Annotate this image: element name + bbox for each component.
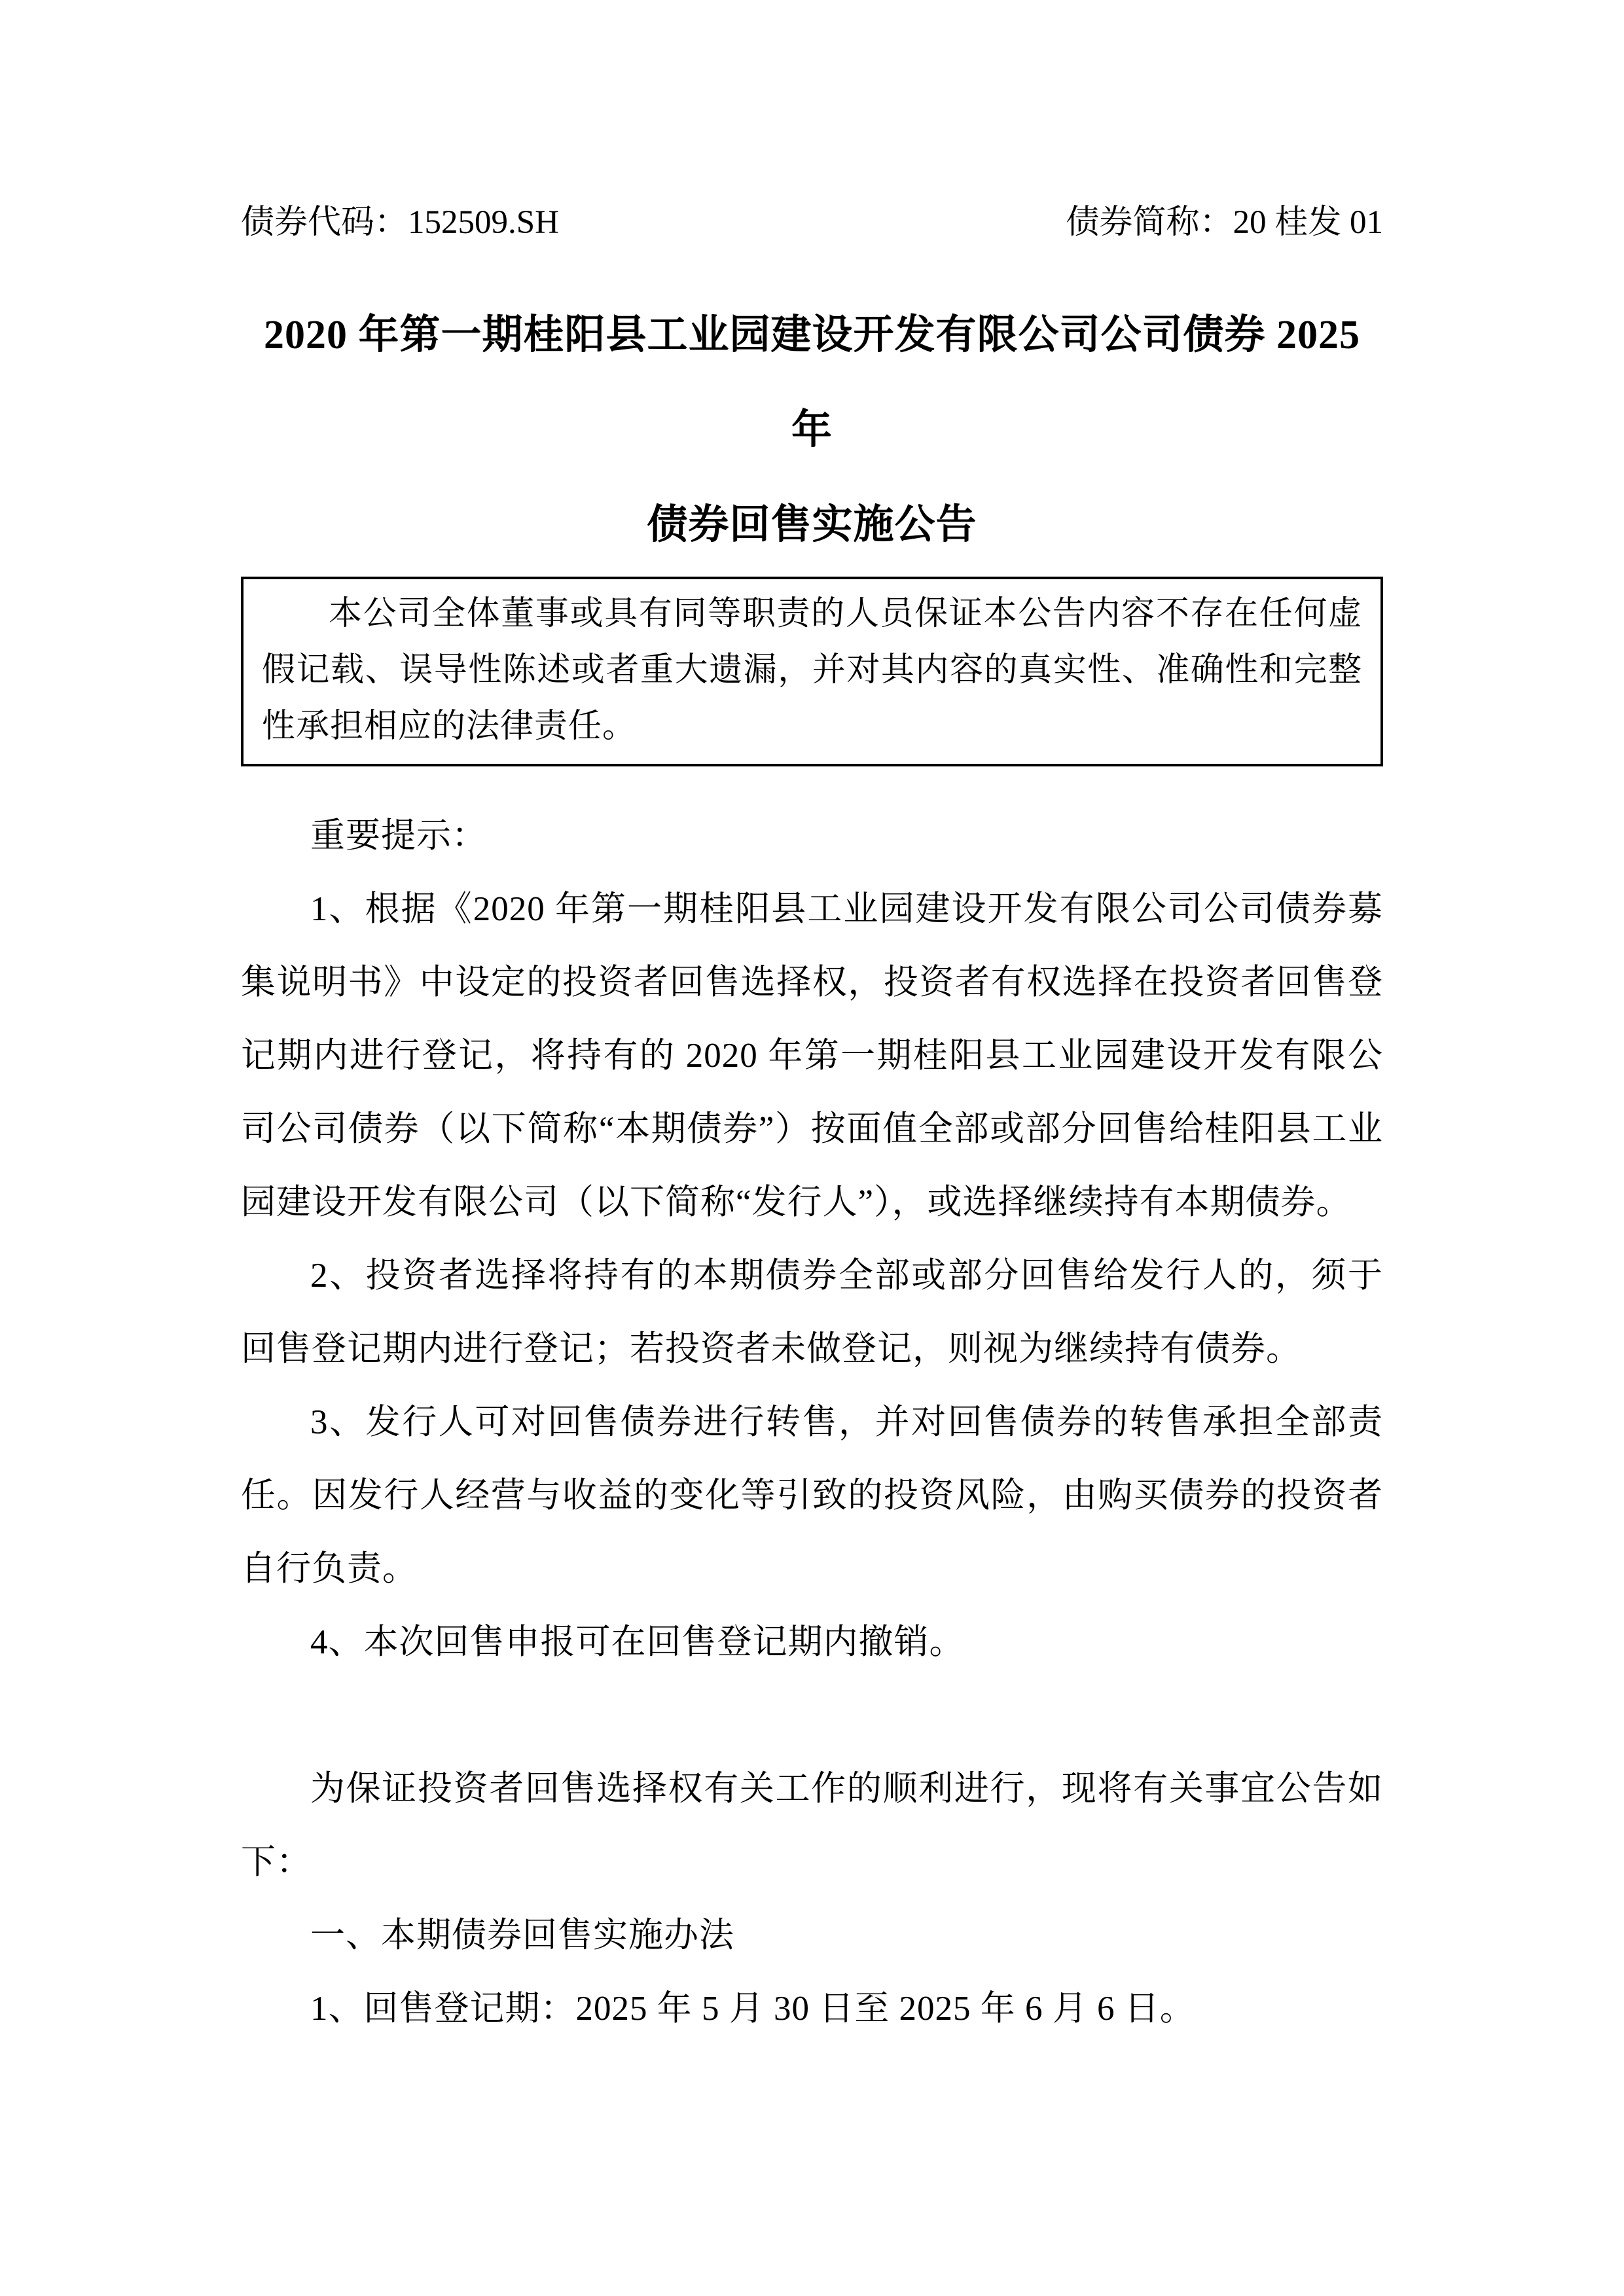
announcement-intro: 为保证投资者回售选择权有关工作的顺利进行，现将有关事宜公告如下： — [241, 1770, 1383, 1881]
section-1-heading: 一、本期债券回售实施办法 — [310, 1916, 734, 1954]
notice-item-4: 4、本次回售申报可在回售登记期内撤销。 — [310, 1623, 965, 1661]
notice-item-3: 3、发行人可对回售债券进行转售，并对回售债券的转售承担全部责任。因发行人经营与收益的变化等引致的投资风险，由购买债券的投资者自行负责。 — [241, 1403, 1383, 1588]
bond-short-name: 债券简称：20 桂发 01 — [1066, 204, 1383, 241]
important-notice-label: 重要提示： — [310, 817, 487, 855]
document-header — [241, 203, 1383, 242]
bond-code: 债券代码：152509.SH — [241, 204, 559, 241]
document-title-line1: 2020 年第一期桂阳县工业园建设开发有限公司公司债券 2025 年 — [263, 313, 1360, 452]
blank-line — [241, 1679, 1383, 1752]
disclaimer-text: 本公司全体董事或具有同等职责的人员保证本公告内容不存在任何虚假记载、误导性陈述或者重大遗漏，并对其内容的真实性、准确性和完整性承担相应的法律责任。 — [262, 596, 1362, 745]
disclaimer-box — [241, 577, 1383, 766]
notice-item-1: 1、根据《2020 年第一期桂阳县工业园建设开发有限公司公司债券募集说明书》中设定的投资者回售选择权，投资者有权选择在投资者回售登记期内进行登记，将持有的 2020 年第一期桂阳县工业园建设开发有限公司公司债券（以下简称“本期债券”）按面值全部或部分回售给桂阳县工业园建设开发有限公司（以下简称“发行人”），或选择继续持有本期债券。 — [241, 890, 1383, 1221]
document-title — [241, 288, 1383, 573]
document-body — [241, 799, 1383, 2045]
notice-item-2: 2、投资者选择将持有的本期债券全部或部分回售给发行人的，须于回售登记期内进行登记；若投资者未做登记，则视为继续持有债券。 — [241, 1257, 1383, 1368]
document-title-line2: 债券回售实施公告 — [647, 503, 977, 547]
section-1-item-1: 1、回售登记期：2025 年 5 月 30 日至 2025 年 6 月 6 日。 — [310, 1990, 1195, 2028]
